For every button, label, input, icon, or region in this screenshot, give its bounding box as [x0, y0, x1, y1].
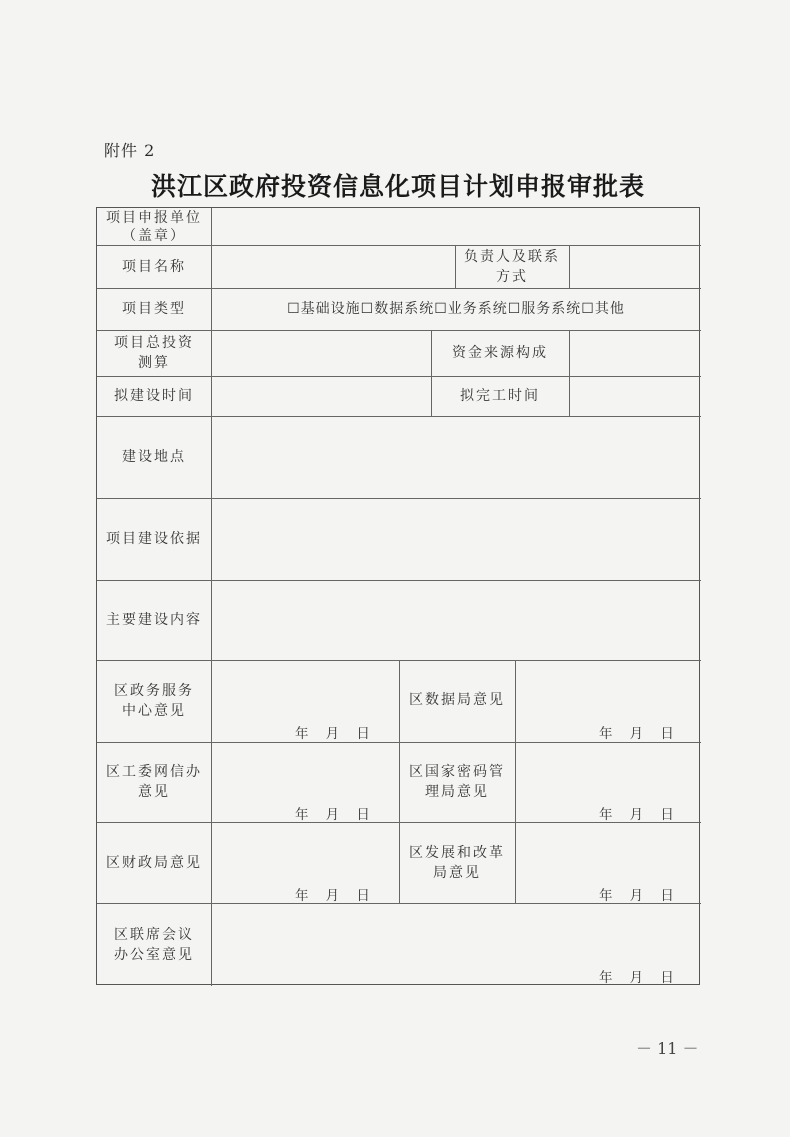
- name-field[interactable]: [211, 245, 455, 288]
- date-stamp: 年 月 日: [295, 888, 370, 904]
- investment-label: 项目总投资 测算: [114, 335, 194, 371]
- finish-field[interactable]: [569, 376, 701, 416]
- date-stamp: 年 月 日: [295, 726, 370, 742]
- unit-field[interactable]: [211, 208, 701, 245]
- investment-field[interactable]: [211, 330, 431, 376]
- date-stamp: 年 月 日: [295, 807, 370, 823]
- crypto-bureau-label: 区国家密码管 理局意见: [409, 764, 505, 800]
- date-stamp: 年 月 日: [599, 726, 674, 742]
- reform-label: 区发展和改革 局意见: [409, 844, 505, 881]
- date-stamp: 年 月 日: [599, 807, 674, 823]
- content-label: 主要建设内容: [106, 612, 202, 628]
- funding-field[interactable]: [569, 330, 701, 376]
- work-committee-label: 区工委网信办 意见: [106, 764, 202, 800]
- attachment-label: 附件 2: [104, 141, 156, 160]
- funding-label: 资金来源构成: [452, 345, 548, 361]
- basis-field[interactable]: [211, 498, 701, 580]
- joint-office-label: 区联席会议 办公室意见: [114, 926, 194, 963]
- finish-label: 拟完工时间: [460, 388, 540, 404]
- unit-label: 项目申报单位 （盖章）: [106, 209, 202, 244]
- type-label: 项目类型: [122, 301, 186, 317]
- date-stamp: 年 月 日: [599, 888, 674, 904]
- start-field[interactable]: [211, 376, 431, 416]
- page-title: 洪江区政府投资信息化项目计划申报审批表: [150, 172, 645, 201]
- name-label: 项目名称: [122, 258, 186, 275]
- contact-label: 负责人及联系 方式: [464, 248, 560, 285]
- page-number: － 11 －: [636, 1039, 699, 1058]
- location-label: 建设地点: [122, 449, 186, 465]
- type-options[interactable]: ☐基础设施☐数据系统☐业务系统☐服务系统☐其他: [287, 301, 625, 317]
- gov-service-label: 区政务服务 中心意见: [114, 683, 194, 719]
- data-bureau-label: 区数据局意见: [409, 692, 505, 708]
- basis-label: 项目建设依据: [106, 531, 202, 547]
- approval-form: [96, 207, 700, 985]
- content-field[interactable]: [211, 580, 701, 660]
- finance-label: 区财政局意见: [106, 854, 202, 871]
- contact-field[interactable]: [569, 245, 701, 288]
- location-field[interactable]: [211, 416, 701, 498]
- start-label: 拟建设时间: [114, 388, 194, 404]
- date-stamp: 年 月 日: [599, 970, 674, 986]
